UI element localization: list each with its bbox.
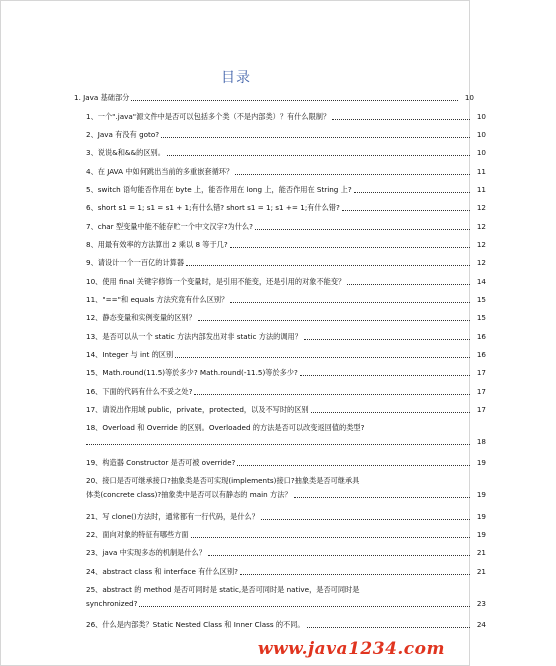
toc-page-number: 19 — [476, 458, 486, 467]
toc-entry-text-line2: 体类(concrete class)?抽象类中是否可以有静态的 main 方法？ — [86, 490, 292, 499]
toc-entry-18[interactable] — [1, 423, 556, 446]
toc-entry-13[interactable] — [1, 332, 556, 341]
toc-page-number: 10 — [476, 112, 486, 121]
toc-entry-7[interactable] — [1, 222, 556, 231]
toc-entry-25[interactable] — [1, 585, 556, 608]
toc-page-number: 17 — [476, 405, 486, 414]
toc-entry-text: 21、写 clone()方法时，通常都有一行代码，是什么？ — [86, 512, 259, 521]
toc-entry-java-basics[interactable] — [1, 93, 544, 102]
toc-entry-text: 17、请说出作用域 public，private，protected，以及不写时的区别 — [86, 405, 309, 414]
leader-dots — [186, 264, 470, 266]
toc-entry-23[interactable] — [1, 548, 556, 557]
leader-dots — [255, 228, 470, 230]
toc-entry-21[interactable] — [1, 512, 556, 521]
toc-entry-continuation — [86, 437, 556, 446]
toc-entry-text: 4、在 JAVA 中如何跳出当前的多重嵌套循环？ — [86, 167, 234, 176]
toc-title: 目录 — [221, 70, 251, 86]
toc-page-number: 14 — [476, 277, 486, 286]
leader-dots — [230, 301, 470, 303]
toc-page-number: 12 — [476, 203, 486, 212]
toc-page-number: 19 — [476, 490, 486, 499]
leader-dots — [131, 99, 458, 101]
toc-entry-15[interactable] — [1, 368, 556, 377]
leader-dots — [161, 136, 470, 138]
leader-dots — [175, 356, 470, 358]
toc-entry-text: 3、说说&和&&的区别。 — [86, 148, 165, 157]
leader-dots — [332, 118, 470, 120]
toc-entry-2[interactable] — [1, 130, 556, 139]
leader-dots — [194, 393, 470, 395]
toc-entry-3[interactable] — [1, 148, 556, 157]
toc-entry-6[interactable] — [1, 203, 556, 212]
leader-dots — [191, 536, 470, 538]
toc-entry-text: 18、Overload 和 Override 的区别。Overloaded 的方法是否可以改变返回值的类型? — [86, 423, 365, 432]
leader-dots — [354, 191, 470, 193]
leader-dots — [230, 246, 470, 248]
toc-entry-10[interactable] — [1, 277, 556, 286]
leader-dots — [307, 626, 470, 628]
toc-entry-text: 19、构造器 Constructor 是否可被 override? — [86, 458, 236, 467]
toc-entry-text: 15、Math.round(11.5)等於多少? Math.round(-11.5)等於多少? — [86, 368, 298, 377]
toc-page-number: 10 — [476, 148, 486, 157]
toc-entry-text: 7、char 型变量中能不能存贮一个中文汉字?为什么? — [86, 222, 253, 231]
toc-page-number: 17 — [476, 387, 486, 396]
toc-page-number: 12 — [476, 222, 486, 231]
toc-entry-text: 2、Java 有没有 goto? — [86, 130, 160, 139]
toc-page-number: 24 — [476, 620, 486, 629]
toc-page-number: 12 — [476, 240, 486, 249]
toc-entry-8[interactable] — [1, 240, 556, 249]
toc-page-number: 16 — [476, 350, 486, 359]
toc-entry-12[interactable] — [1, 313, 556, 322]
toc-entry-26[interactable] — [1, 620, 556, 629]
toc-entry-16[interactable] — [1, 387, 556, 396]
toc-page-number: 19 — [476, 512, 486, 521]
toc-entry-4[interactable] — [1, 167, 556, 176]
toc-entry-text: 24、abstract class 和 interface 有什么区别? — [86, 567, 238, 576]
toc-entry-20[interactable] — [1, 476, 556, 499]
toc-entry-text: 8、用最有效率的方法算出 2 乘以 8 等于几? — [86, 240, 228, 249]
toc-page-number: 15 — [476, 313, 486, 322]
toc-entry-5[interactable] — [1, 185, 556, 194]
leader-dots — [139, 605, 470, 607]
toc-page-number: 19 — [476, 530, 486, 539]
toc-entry-text: 11、"=="和 equals 方法究竟有什么区别？ — [86, 295, 229, 304]
leader-dots — [237, 464, 470, 466]
toc-entry-22[interactable] — [1, 530, 556, 539]
toc-page-number: 17 — [476, 368, 486, 377]
toc-page-number: 18 — [476, 437, 486, 446]
leader-dots — [208, 554, 470, 556]
toc-page-number: 15 — [476, 295, 486, 304]
toc-entry-text: 25、abstract 的 method 是否可同时是 static,是否可同时是 native，是否可同时是 — [86, 585, 360, 594]
toc-page-number: 11 — [476, 167, 486, 176]
leader-dots — [347, 283, 470, 285]
toc-entry-24[interactable] — [1, 567, 556, 576]
leader-dots — [300, 374, 470, 376]
toc-entry-text: 1、一个".java"源文件中是否可以包括多个类（不是内部类）？有什么限制？ — [86, 112, 331, 121]
toc-entry-19[interactable] — [1, 458, 556, 467]
toc-page-number: 23 — [476, 599, 486, 608]
toc-entry-11[interactable] — [1, 295, 556, 304]
toc-page-number: 21 — [476, 548, 486, 557]
toc-entry-text: 26、什么是内部类？Static Nested Class 和 Inner Class 的不同。 — [86, 620, 305, 629]
toc-entry-14[interactable] — [1, 350, 556, 359]
toc-entry-text: 10、使用 final 关键字修饰一个变量时，是引用不能变，还是引用的对象不能变？ — [86, 277, 346, 286]
toc-entry-text: 22、面向对象的特征有哪些方面 — [86, 530, 189, 539]
leader-dots — [261, 518, 470, 520]
leader-dots — [294, 496, 470, 498]
toc-entry-text: 13、是否可以从一个 static 方法内部发出对非 static 方法的调用？ — [86, 332, 302, 341]
leader-dots — [198, 319, 470, 321]
toc-entry-17[interactable] — [1, 405, 556, 414]
toc-entry-text: 5、switch 语句能否作用在 byte 上，能否作用在 long 上，能否作用在 String 上? — [86, 185, 352, 194]
toc-entry-text: 20、接口是否可继承接口?抽象类是否可实现(implements)接口?抽象类是否可继承具 — [86, 476, 360, 485]
watermark: www.java1234.com — [257, 639, 445, 659]
leader-dots — [311, 411, 470, 413]
leader-dots — [235, 173, 470, 175]
toc-entry-text: 16、下面的代码有什么不妥之处? — [86, 387, 193, 396]
leader-dots — [304, 338, 470, 340]
toc-entry-text: 1. Java 基础部分 — [74, 93, 130, 102]
toc-entry-text: 14、Integer 与 int 的区别 — [86, 350, 174, 359]
leader-dots — [240, 573, 470, 575]
toc-entry-continuation — [86, 599, 556, 608]
toc-entry-text: 23、java 中实现多态的机制是什么？ — [86, 548, 206, 557]
toc-page-number: 10 — [464, 93, 474, 102]
toc-page-number: 21 — [476, 567, 486, 576]
toc-entry-text: 9、请设计一个一百亿的计算器 — [86, 258, 185, 267]
toc-entry-text: 6、short s1 = 1; s1 = s1 + 1;有什么错? short s1 = 1; s1 += 1;有什么错? — [86, 203, 340, 212]
toc-entry-9[interactable] — [1, 258, 556, 267]
leader-dots — [167, 154, 470, 156]
leader-dots — [86, 443, 470, 445]
toc-entry-text-line2: synchronized? — [86, 599, 138, 608]
toc-page-number: 16 — [476, 332, 486, 341]
toc-page-number: 11 — [476, 185, 486, 194]
leader-dots — [342, 209, 470, 211]
toc-page-number: 12 — [476, 258, 486, 267]
toc-entry-continuation — [86, 490, 556, 499]
toc-entry-1[interactable] — [1, 112, 556, 121]
toc-page-number: 10 — [476, 130, 486, 139]
toc-entry-text: 12、静态变量和实例变量的区别？ — [86, 313, 196, 322]
